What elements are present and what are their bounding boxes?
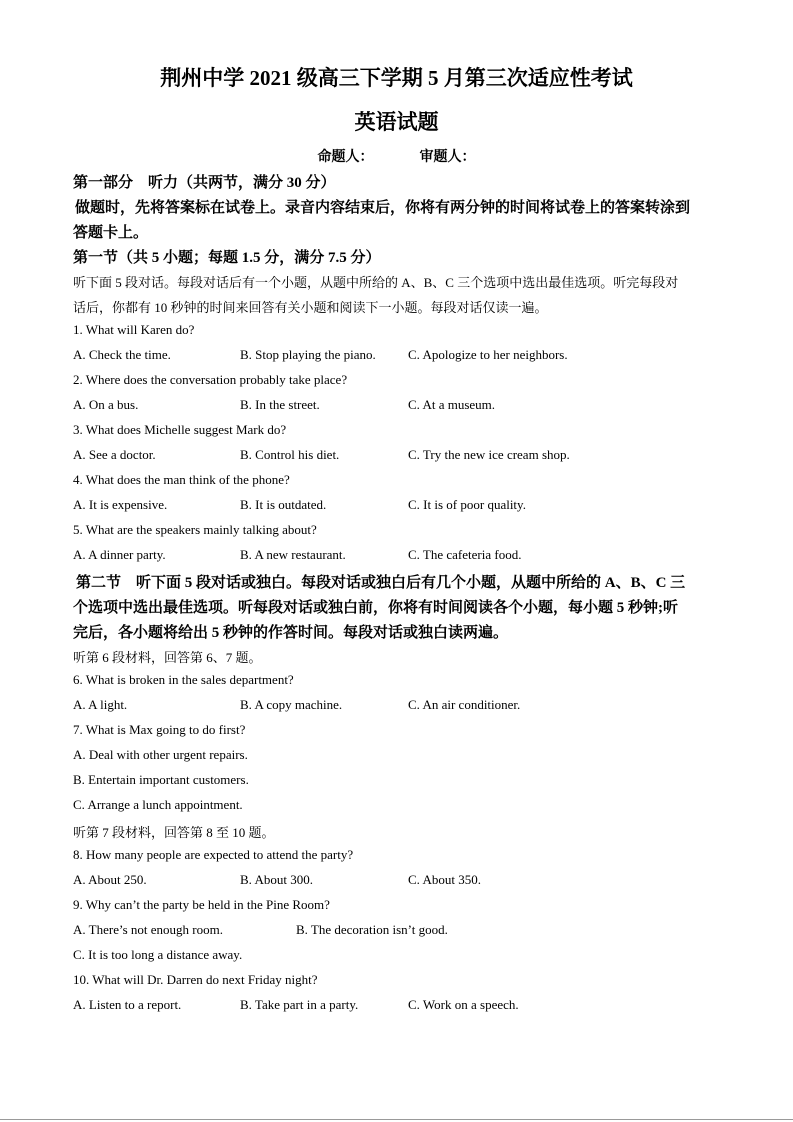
question-1: 1. What will Karen do? <box>73 322 195 337</box>
q10-option-b: B. Take part in a party. <box>240 997 359 1012</box>
q8-option-b: B. About 300. <box>240 872 313 887</box>
exam-title: 荆州中学 2021 级高三下学期 5 月第三次适应性考试 <box>160 66 633 90</box>
author-label: 命题人： <box>317 150 374 165</box>
question-8: 8. How many people are expected to attend the party? <box>73 847 354 862</box>
q8-option-a: A. About 250. <box>73 872 147 887</box>
q7-option-a: A. Deal with other urgent repairs. <box>73 747 248 762</box>
q5-option-b: B. A new restaurant. <box>240 547 346 562</box>
question-3: 3. What does Michelle suggest Mark do? <box>73 422 287 437</box>
section1-heading: 第一节（共 5 小题；每题 1.5 分，满分 7.5 分） <box>73 250 381 266</box>
q5-option-a: A. A dinner party. <box>73 547 166 562</box>
question-2: 2. Where does the conversation probably take place? <box>73 372 348 387</box>
question-7: 7. What is Max going to do first? <box>73 722 246 737</box>
section2-line1: 第二节 听下面 5 段对话或独白。每段对话或独白后有几个小题，从题中所给的 A、B、C 三 <box>76 575 686 591</box>
q8-option-c: C. About 350. <box>408 872 481 887</box>
q1-option-c: C. Apologize to her neighbors. <box>408 347 568 362</box>
question-10: 10. What will Dr. Darren do next Friday night? <box>73 972 318 987</box>
question-6: 6. What is broken in the sales department? <box>73 672 294 687</box>
section1-instruction-line1: 听下面 5 段对话。每段对话后有一个小题，从题中所给的 A、B、C 三个选项中选出最佳选项。听完每段对 <box>73 275 679 290</box>
section1-instruction-line2: 话后，你都有 10 秒钟的时间来回答有关小题和阅读下一小题。每段对话仅读一遍。 <box>73 300 548 315</box>
q9-option-c: C. It is too long a distance away. <box>73 947 243 962</box>
exam-subtitle: 英语试题 <box>354 110 439 134</box>
q1-option-a: A. Check the time. <box>73 347 171 362</box>
q3-option-a: A. See a doctor. <box>73 447 156 462</box>
section2-line2: 个选项中选出最佳选项。听每段对话或独白前，你将有时间阅读各个小题，每小题 5 秒钟;听 <box>73 600 678 616</box>
author-line <box>0 146 793 166</box>
page-bottom-divider <box>0 1119 793 1120</box>
section2-line3: 完后，各小题将给出 5 秒钟的作答时间。每段对话或独白读两遍。 <box>73 625 509 641</box>
q6-option-c: C. An air conditioner. <box>408 697 521 712</box>
q7-option-b: B. Entertain important customers. <box>73 772 249 787</box>
question-5: 5. What are the speakers mainly talking about? <box>73 522 317 537</box>
q6-option-a: A. A light. <box>73 697 128 712</box>
q10-option-c: C. Work on a speech. <box>408 997 519 1012</box>
q2-option-a: A. On a bus. <box>73 397 139 412</box>
q6-option-b: B. A copy machine. <box>240 697 343 712</box>
q4-option-b: B. It is outdated. <box>240 497 327 512</box>
q3-option-b: B. Control his diet. <box>240 447 340 462</box>
q10-option-a: A. Listen to a report. <box>73 997 182 1012</box>
q2-option-c: C. At a museum. <box>408 397 496 412</box>
material-6-note: 听第 6 段材料，回答第 6、7 题。 <box>73 650 262 665</box>
q9-option-a: A. There’s not enough room. <box>73 922 223 937</box>
q2-option-b: B. In the street. <box>240 397 320 412</box>
material-7-note: 听第 7 段材料，回答第 8 至 10 题。 <box>73 825 275 840</box>
q9-option-b: B. The decoration isn’t good. <box>296 922 448 937</box>
question-9: 9. Why can’t the party be held in the Pine Room? <box>73 897 330 912</box>
part1-instruction-line1: 做题时，先将答案标在试卷上。录音内容结束后，你将有两分钟的时间将试卷上的答案转涂到 <box>75 200 691 216</box>
reviewer-label: 审题人： <box>419 150 476 165</box>
q7-option-c: C. Arrange a lunch appointment. <box>73 797 243 812</box>
part1-heading: 第一部分 听力（共两节，满分 30 分） <box>73 175 336 191</box>
q4-option-a: A. It is expensive. <box>73 497 168 512</box>
question-4: 4. What does the man think of the phone? <box>73 472 290 487</box>
part1-instruction-line2: 答题卡上。 <box>73 225 149 241</box>
q5-option-c: C. The cafeteria food. <box>408 547 522 562</box>
q1-option-b: B. Stop playing the piano. <box>240 347 376 362</box>
q4-option-c: C. It is of poor quality. <box>408 497 526 512</box>
q3-option-c: C. Try the new ice cream shop. <box>408 447 570 462</box>
